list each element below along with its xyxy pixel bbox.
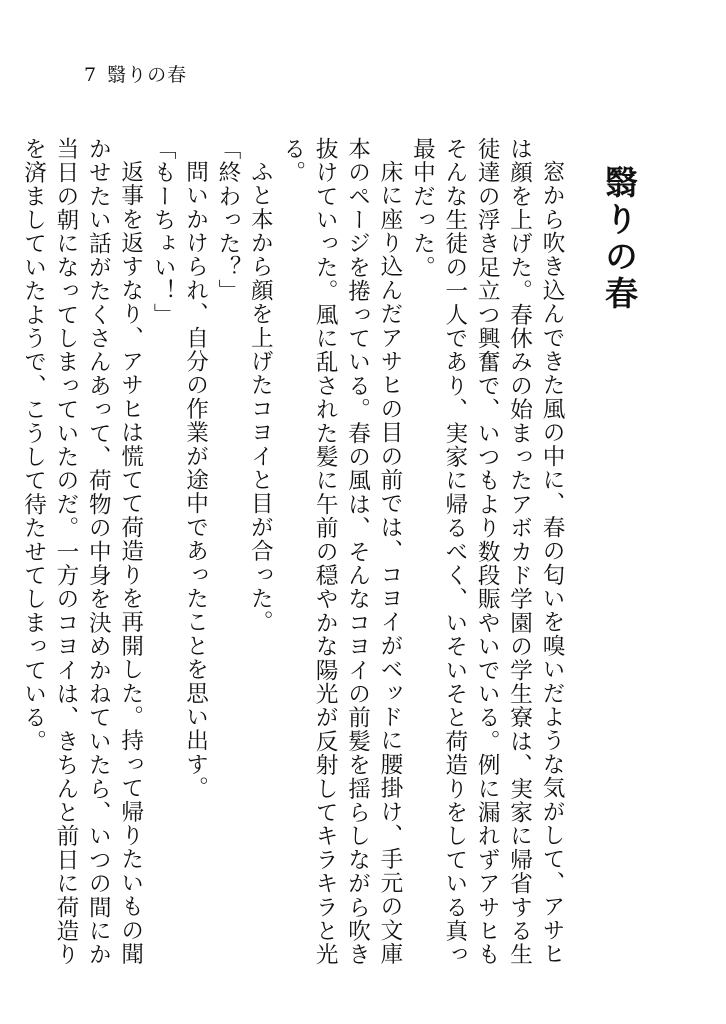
paragraph: 問いかけられ、自分の作業が途中であったことを思い出す。	[182, 159, 209, 800]
paragraph: 返事を返すなり、アサヒは慌てて荷造りを再開した。持って帰りたいもの聞かせたい話がたくさんあって、荷物の中身を決めかねていたら、いつの間にか当日の朝になってしまっていたのだ。一方のコヨイは、きちんと前日に荷造りを済ましていたようで、こうして待たせてしまっている。	[20, 137, 144, 967]
chapter-title: 翳りの春	[600, 165, 639, 313]
paragraph: 床に座り込んだアサヒの目の前では、コヨイがベッドに腰掛け、手元の文庫本のページを捲っている。春の風は、そんなコヨイの前髪を揺らしながら吹き抜けていった。風に乱された髪に午前の穏やかな陽光が反射してキラキラと光る。	[279, 137, 403, 967]
body-text	[20, 137, 568, 967]
dialogue: 「終わった？」	[214, 137, 241, 303]
page-number: 7	[84, 64, 98, 86]
dialogue: 「もーちょい！」	[150, 137, 177, 327]
paragraph: 窓から吹き込んできた風の中に、春の匂いを嗅いだような気がして、アサヒは顔を上げた。春休みの始まったアボカド学園の学生寮は、実家に帰省する生徒達の浮き足立つ興奮で、いつもより数段賑やいでいる。例に漏れずアサヒもそんな生徒の一人であり、実家に帰るべく、いそいそと荷造りをしている真っ最中だった。	[409, 137, 565, 967]
running-title: 翳りの春	[107, 64, 188, 86]
running-header	[84, 60, 187, 87]
paragraph: ふと本から顔を上げたコヨイと目が合った。	[247, 159, 274, 634]
